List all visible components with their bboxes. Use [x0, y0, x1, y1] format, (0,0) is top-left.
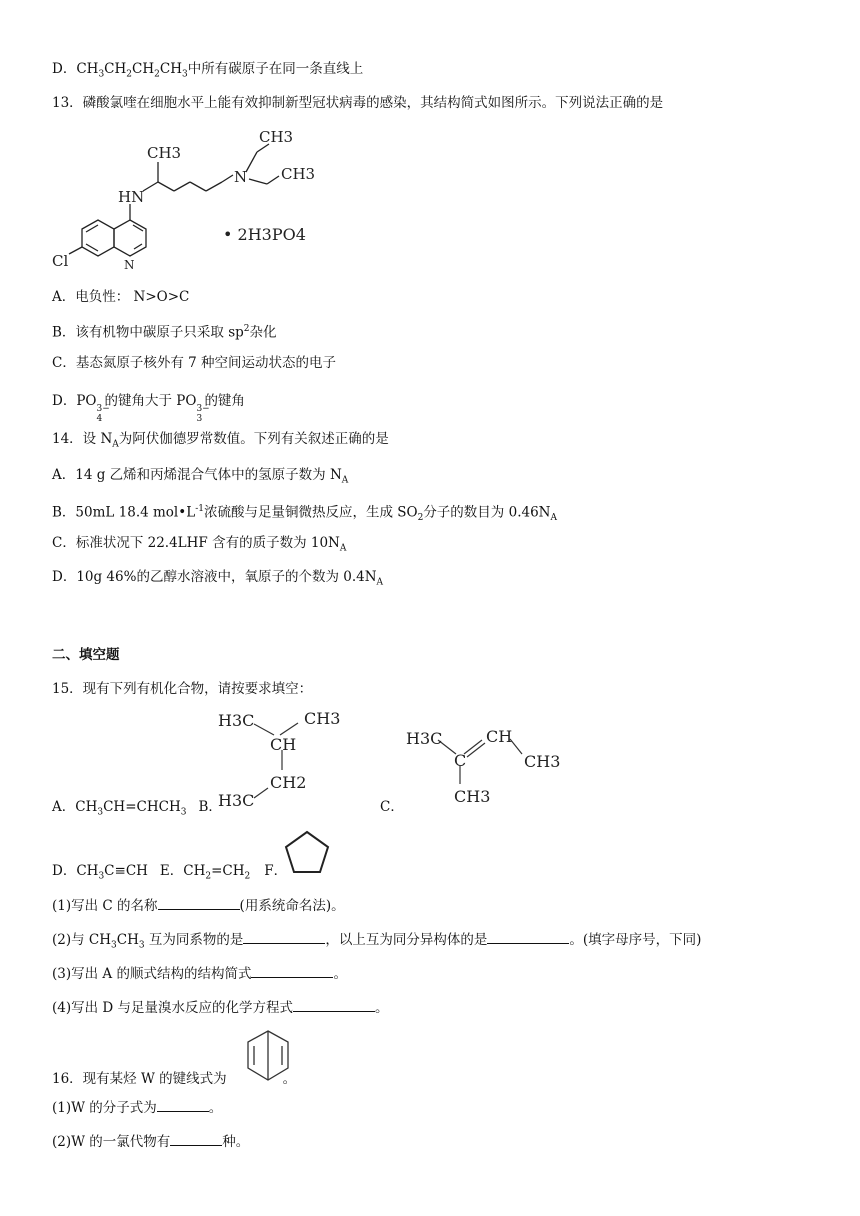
q13-stem: 13．磷酸氯喹在细胞水平上能有效抑制新型冠状病毒的感染，其结构简式如图所示。下列说法正确的是	[52, 95, 664, 111]
q15-sub4	[52, 997, 389, 1018]
ch3-top-label: CH3	[147, 144, 182, 162]
q13-option-b	[52, 319, 277, 343]
q14-stem-suffix: 为阿伏伽德罗常数值。下列有关叙述正确的是	[118, 431, 389, 447]
q14-option-b	[52, 499, 557, 528]
q15-sub3	[52, 963, 347, 984]
q15-b-label: B．	[198, 799, 222, 815]
q14-a-text: A．14 g 乙烯和丙烯混合气体中的氢原子数为 N	[52, 467, 342, 483]
c-ch3-bottom: CH3	[454, 787, 491, 806]
q15-options-def	[52, 861, 287, 887]
answer-blank[interactable]	[251, 963, 333, 978]
q15-c-label: C．	[380, 799, 404, 815]
answer-blank[interactable]	[158, 895, 240, 910]
b-h3c-top: H3C	[218, 711, 255, 730]
q16-stem	[52, 1069, 296, 1089]
q15-stem: 15．现有下列有机化合物，请按要求填空：	[52, 681, 313, 697]
ch3-right-label: CH3	[281, 165, 316, 183]
q16-stem-text: 16．现有某烃 W 的键线式为	[52, 1071, 227, 1087]
answer-blank[interactable]	[487, 929, 569, 944]
amine-n-label: N	[234, 168, 248, 186]
q14-c-text: C．标准状况下 22.4LHF 含有的质子数为 10N	[52, 535, 340, 551]
q16-stem-suffix: 。	[282, 1071, 297, 1087]
q13-option-c: C．基态氮原子核外有 7 种空间运动状态的电子	[52, 355, 337, 371]
q15-structure-b	[210, 702, 360, 812]
q14-b-so2-sub: 2	[417, 513, 424, 524]
q13-d-prefix: D．PO	[52, 393, 97, 409]
q13-option-a: A．电负性： N>O>C	[52, 289, 190, 305]
c-c: C	[454, 751, 467, 770]
answer-blank[interactable]	[243, 929, 325, 944]
q15-sub4-suffix: 。	[375, 1000, 389, 1016]
q16-sub2-text: (2)W 的一氯代物有	[52, 1134, 171, 1150]
q14-d-sub: A	[376, 577, 384, 588]
q15-sub3-text: (3)写出 A 的顺式结构的结构简式	[52, 966, 252, 982]
q14-option-a	[52, 465, 348, 491]
answer-blank[interactable]	[170, 1131, 222, 1146]
b-ch: CH	[270, 735, 297, 754]
c-h3c: H3C	[406, 729, 443, 748]
q15-sub2-mid: ，以上互为同分异构体的是	[325, 932, 488, 948]
q14-d-text: D．10g 46%的乙醇水溶液中，氧原子的个数为 0.4N	[52, 569, 377, 585]
q16-sub2-suffix: 种。	[222, 1134, 250, 1150]
q15-sub1-suffix: (用系统命名法)。	[239, 898, 345, 914]
q15-sub4-text: (4)写出 D 与足量溴水反应的化学方程式	[52, 1000, 294, 1016]
q14-b-na-sub: A	[550, 513, 557, 524]
q16-sub1	[52, 1097, 222, 1118]
section-heading: 二、填空题	[52, 647, 120, 663]
q14-stem-sub: A	[112, 439, 119, 450]
q14-option-c	[52, 533, 346, 559]
q13-d-mid: 的键角大于 PO	[104, 393, 197, 409]
q14-b-sup: -1	[195, 504, 204, 514]
q15-sub1-text: (1)写出 C 的名称	[52, 898, 158, 914]
q15-sub3-suffix: 。	[333, 966, 347, 982]
q14-c-sub: A	[339, 543, 347, 554]
q14-a-sub: A	[341, 475, 349, 486]
q15-d: D．$CH_3C\equiv CH$	[52, 863, 148, 882]
hn-label: HN	[118, 188, 145, 206]
q16-sub1-text: (1)W 的分子式为	[52, 1100, 157, 1116]
q15-e: E．$CH_2=CH_2$	[159, 863, 251, 882]
q14-stem	[52, 429, 389, 455]
answer-blank[interactable]	[157, 1097, 209, 1112]
ring-n-label: N	[124, 258, 135, 272]
chloroquine-phosphate-structure	[45, 122, 365, 272]
ch3-right-top-label: CH3	[259, 128, 294, 146]
q15-sub2-prefix: (2)与 $CH_3CH_3$ 互为同系物的是	[52, 932, 244, 951]
b-ch2: CH2	[270, 773, 307, 792]
q14-stem-prefix: 14．设 N	[52, 431, 113, 447]
q13-d-suffix: 的键角	[204, 393, 245, 409]
q15-sub2-suffix: 。(填字母序号，下同)	[569, 932, 702, 948]
cyclopentane-icon	[282, 828, 332, 876]
q15-options-abc	[52, 797, 222, 823]
q12-d-formula: $CH_3CH_2CH_2CH_3$	[76, 61, 188, 80]
c-ch: CH	[486, 727, 513, 746]
q15-f-label: F．	[264, 863, 288, 879]
q12-d-prefix: D．	[52, 61, 77, 77]
answer-blank[interactable]	[293, 997, 375, 1012]
q16-sub1-suffix: 。	[208, 1100, 223, 1116]
q14-b-prefix: B．50mL 18.4 mol•L	[52, 504, 196, 521]
b-h3c-bottom: H3C	[218, 791, 255, 810]
q12-d-text: 中所有碳原子在同一条直线上	[187, 61, 364, 77]
q12-option-d	[52, 59, 363, 85]
q15-sub2	[52, 929, 701, 956]
q13-b-prefix: B．该有机物中碳原子只采取 sp	[52, 324, 244, 341]
q14-option-d	[52, 567, 383, 593]
q13-b-sup: 2	[243, 324, 250, 334]
q15-a: A．$CH_3CH=CHCH_3$	[52, 799, 187, 818]
cl-label: Cl	[52, 252, 69, 270]
q14-b-mid2: 分子的数目为 0.46N	[423, 504, 551, 521]
salt-label: • 2H3PO4	[223, 225, 306, 244]
b-ch3-top: CH3	[304, 709, 341, 728]
q15-sub1	[52, 895, 345, 916]
q16-sub2	[52, 1131, 249, 1152]
q13-option-d: D．PO 3− 4 的键角大于 PO 3− 3 的键角	[52, 393, 245, 424]
c-ch3-right: CH3	[524, 752, 561, 771]
q14-b-mid: 浓硫酸与足量铜微热反应，生成 SO	[203, 504, 418, 521]
q13-b-suffix: 杂化	[249, 324, 277, 341]
q15-structure-c	[400, 722, 570, 812]
